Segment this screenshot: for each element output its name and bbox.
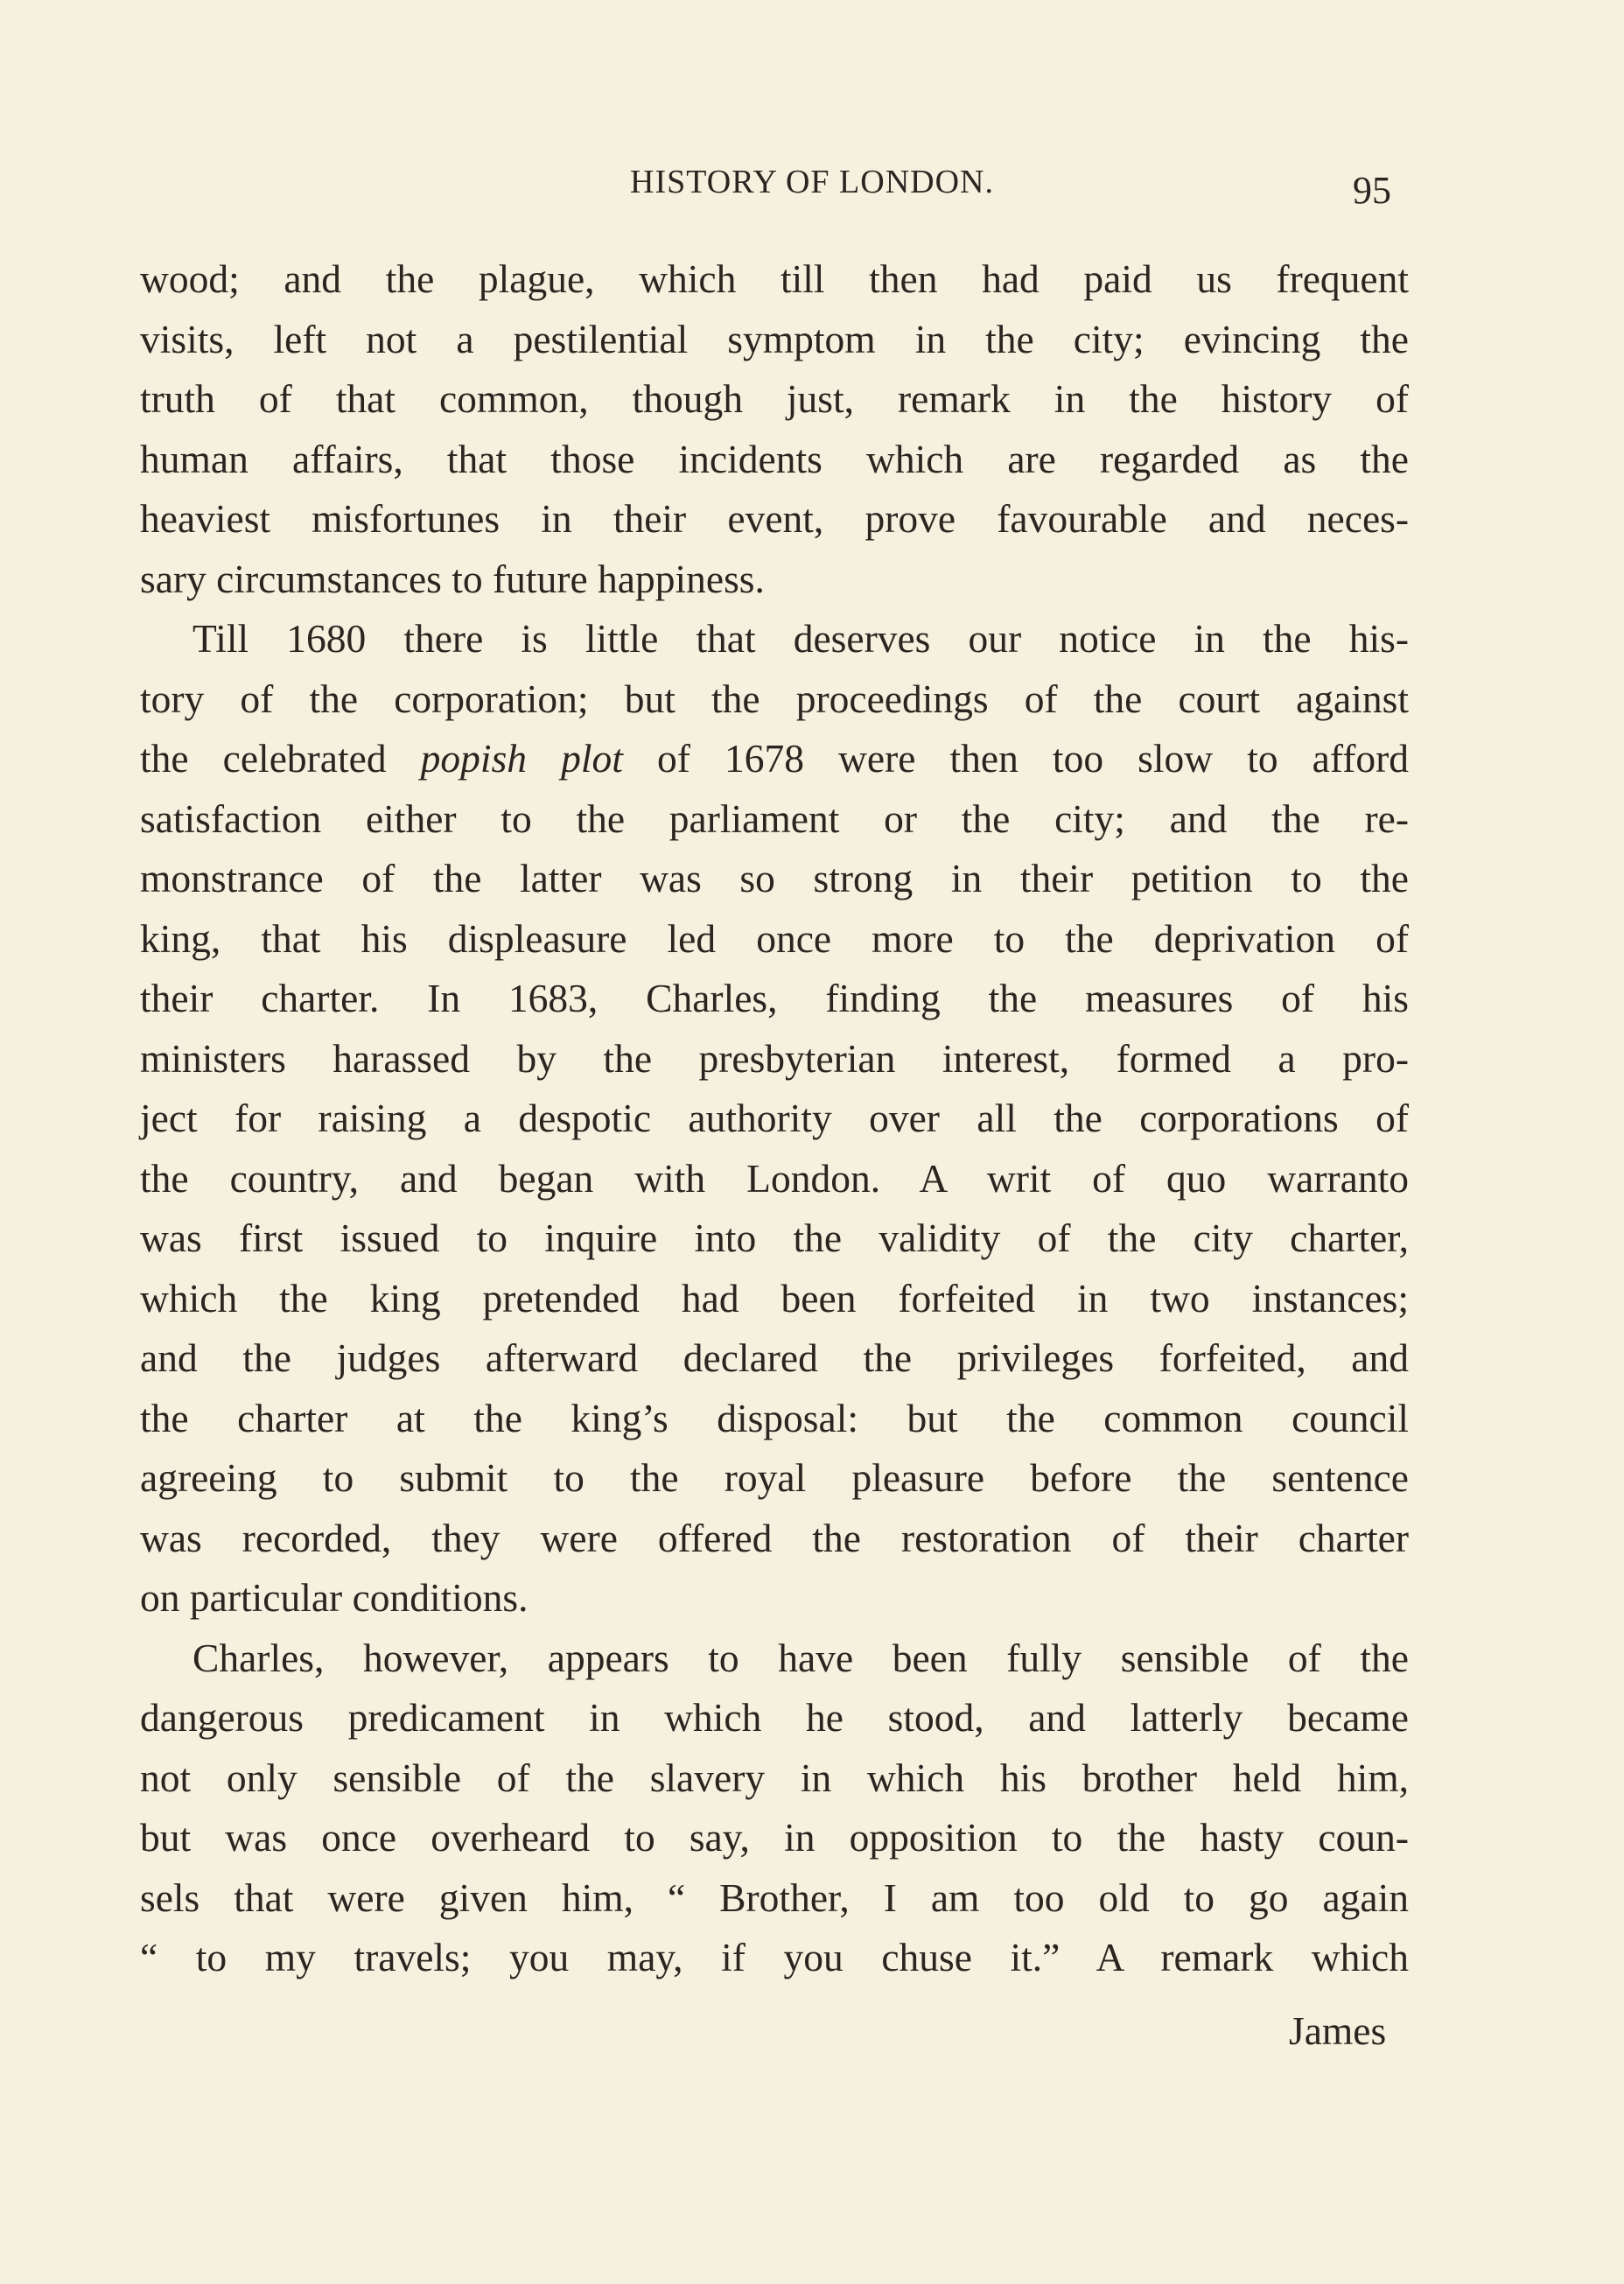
text-line: truth of that common, though just, remark in the history of [140, 376, 1409, 421]
text-line: agreeing to submit to the royal pleasure before the sentence [140, 1455, 1409, 1500]
text-line: sary circumstances to future happiness. [140, 556, 765, 601]
text-segment: the celebrated [140, 736, 421, 781]
text-line: heaviest misfortunes in their event, prove favourable and neces- [140, 496, 1409, 541]
italic-phrase: popish plot [420, 736, 623, 781]
text-line: the country, and began with London. A writ of quo warranto [140, 1155, 1409, 1201]
text-line: ject for raising a despotic authority over all the corporations of [140, 1096, 1409, 1140]
text-line: was first issued to inquire into the validity of the city charter, [140, 1216, 1409, 1260]
text-line: their charter. In 1683, Charles, finding the measures of his [140, 976, 1409, 1020]
text-line: king, that his displeasure led once more to the deprivation of [140, 915, 1409, 961]
text-line: which the king pretended had been forfeited in two instances; [140, 1275, 1409, 1321]
text-line: sels that were given him, “ Brother, I am too old to go again [140, 1874, 1409, 1920]
text-line: monstrance of the latter was so strong in their petition to the [140, 856, 1409, 900]
text-line: the charter at the king’s disposal: but the common council [140, 1395, 1409, 1440]
text-line [140, 729, 1409, 789]
body-text [140, 249, 1409, 1988]
text-line: on particular conditions. [140, 1575, 528, 1620]
text-line: was recorded, they were offered the restoration of their charter [140, 1515, 1409, 1560]
text-line: visits, left not a pestilential symptom in the city; evincing the [140, 316, 1409, 361]
text-line: not only sensible of the slavery in which his brother held him, [140, 1755, 1409, 1800]
text-line: Till 1680 there is little that deserves our notice in the his- [192, 616, 1409, 661]
text-line: human affairs, that those incidents which are regarded as the [140, 436, 1409, 481]
text-line: satisfaction either to the parliament or the city; and the re- [140, 795, 1409, 841]
text-line: dangerous predicament in which he stood, and latterly became [140, 1695, 1409, 1740]
catchword: James [1289, 2008, 1387, 2053]
text-line: and the judges afterward declared the privileges forfeited, and [140, 1335, 1409, 1380]
running-header: HISTORY OF LONDON. [630, 164, 994, 200]
text-line: “ to my travels; you may, if you chuse it.” A remark which [140, 1935, 1409, 1979]
text-line: ministers harassed by the presbyterian interest, formed a pro- [140, 1035, 1409, 1081]
text-line: tory of the corporation; but the proceedings of the court against [140, 676, 1409, 721]
text-line: but was once overheard to say, in opposition to the hasty coun- [140, 1815, 1409, 1860]
page-number: 95 [1353, 169, 1391, 212]
text-segment: of 1678 were then too slow to afford [622, 736, 1409, 781]
text-line: Charles, however, appears to have been fully sensible of the [192, 1635, 1409, 1680]
text-line: wood; and the plague, which till then had paid us frequent [140, 256, 1409, 301]
